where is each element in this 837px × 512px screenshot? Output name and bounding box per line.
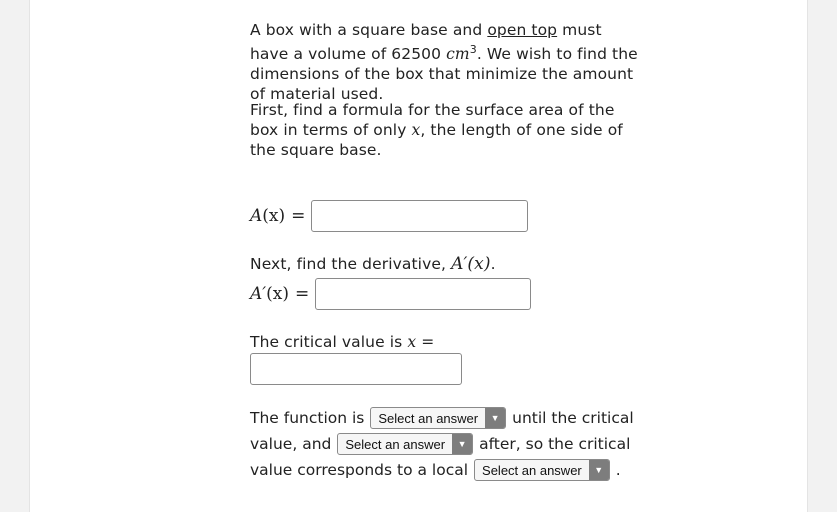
open-top-text: open top: [487, 21, 558, 39]
variable-x: x: [411, 121, 421, 139]
select-value: Select an answer: [482, 462, 582, 478]
area-row: [250, 200, 528, 232]
behavior-after-select[interactable]: [337, 433, 473, 455]
unit-exponent: 3: [469, 43, 477, 56]
problem-text-goal: . We wish to find the dimensions of the box that minimize the amount of material used.: [250, 45, 638, 104]
extremum-type-select[interactable]: [474, 459, 610, 481]
select-value: Select an answer: [345, 436, 446, 452]
derivative-input[interactable]: [315, 278, 531, 310]
derivative-symbol: A′(x): [451, 254, 491, 274]
select-value: Select an answer: [378, 410, 479, 426]
equals-sign: =: [291, 206, 306, 226]
instruction-text: First, find a formula for the surface area of the box in terms of only: [250, 101, 615, 139]
unit-cm: cm: [446, 45, 470, 64]
conclusion-period: .: [615, 461, 621, 479]
derivative-intro: [250, 254, 640, 274]
derivative-label: A′(x): [250, 284, 289, 304]
critical-value-input[interactable]: [250, 353, 462, 385]
dropdown-arrow-icon: ▼: [589, 460, 609, 480]
derivative-intro-period: .: [490, 255, 496, 273]
variable-x: x: [407, 333, 417, 351]
problem-text: A box with a square base and: [250, 21, 488, 39]
instruction-text-end: , the length of one side of the square base.: [250, 121, 623, 159]
dropdown-arrow-icon: ▼: [485, 408, 505, 428]
area-label: A(x): [250, 206, 286, 226]
conclusion-text: value corresponds to a local: [250, 461, 469, 479]
conclusion-line-1: [250, 407, 634, 429]
equals-sign: =: [295, 284, 310, 304]
area-formula-input[interactable]: [311, 200, 528, 232]
conclusion-text: after, so the critical: [479, 435, 631, 453]
dropdown-arrow-icon: ▼: [452, 434, 472, 454]
problem-statement: [250, 20, 640, 104]
derivative-intro-text: Next, find the derivative,: [250, 255, 452, 273]
problem-text-volume: must have a volume of 62500: [250, 21, 602, 64]
conclusion-line-3: [250, 459, 621, 481]
behavior-before-select[interactable]: [370, 407, 506, 429]
equals-sign: =: [421, 333, 435, 351]
conclusion-text: value, and: [250, 435, 332, 453]
conclusion-text: The function is: [250, 409, 365, 427]
instruction-paragraph: [250, 100, 640, 160]
conclusion-text: until the critical: [512, 409, 634, 427]
critical-value-text: The critical value is: [250, 333, 408, 351]
derivative-row: [250, 278, 531, 310]
critical-value-label: [250, 332, 640, 352]
conclusion-line-2: [250, 433, 630, 455]
